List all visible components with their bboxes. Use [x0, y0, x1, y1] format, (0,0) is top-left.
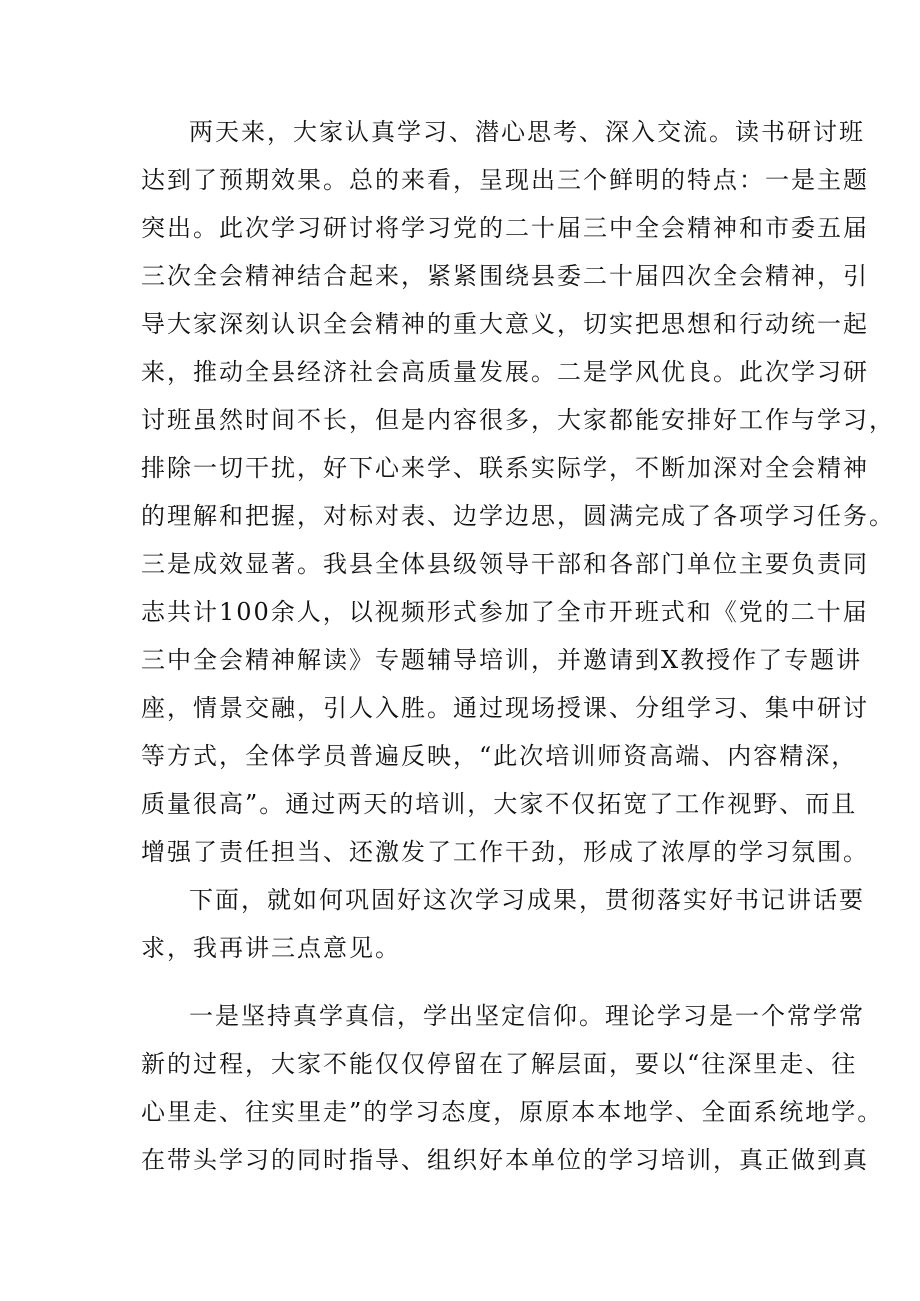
text-line: 志共计100余人，以视频形式参加了全市开班式和《党的二十届: [141, 598, 869, 626]
text-line: 心里走、往实里走”的学习态度，原原本本地学、全面系统地学。: [141, 1098, 884, 1126]
text-line: 三中全会精神解读》专题辅导培训，并邀请到X教授作了专题讲: [141, 646, 863, 674]
text-line: 导大家深刻认识全会精神的重大意义，切实把思想和行动统一起: [141, 310, 869, 338]
text-line: 座，情景交融，引人入胜。通过现场授课、分组学习、集中研讨: [141, 694, 869, 722]
document-body: [141, 108, 895, 1184]
text-line: 增强了责任担当、还激发了工作干劲，形成了浓厚的学习氛围。: [141, 838, 869, 866]
paragraph-study-summary: [141, 108, 895, 876]
text-line: 的理解和把握，对标对表、边学边思，圆满完成了各项学习任务。: [141, 502, 895, 530]
text-line: 在带头学习的同时指导、组织好本单位的学习培训，真正做到真: [141, 1146, 869, 1174]
paragraph-transition: [141, 876, 865, 972]
text-line: 新的过程，大家不能仅仅停留在了解层面，要以“往深里走、往: [141, 1050, 858, 1078]
text-line: 两天来，大家认真学习、潜心思考、深入交流。读书研讨班: [189, 118, 865, 146]
text-line: 等方式，全体学员普遍反映，“此次培训师资高端、内容精深，: [141, 742, 858, 770]
text-line: 突出。此次学习研讨将学习党的二十届三中全会精神和市委五届: [141, 214, 869, 242]
text-line: 三是成效显著。我县全体县级领导干部和各部门单位主要负责同: [141, 550, 869, 578]
text-line: 三次全会精神结合起来，紧紧围绕县委二十届四次全会精神，引: [141, 262, 869, 290]
text-line: 达到了预期效果。总的来看，呈现出三个鲜明的特点：一是主题: [141, 166, 869, 194]
text-line: 来，推动全县经济社会高质量发展。二是学风优良。此次学习研: [141, 358, 869, 386]
text-line: 下面，就如何巩固好这次学习成果，贯彻落实好书记讲话要: [189, 886, 865, 914]
paragraph-point-one: [141, 992, 884, 1184]
text-line: 求，我再讲三点意见。: [141, 934, 401, 962]
text-line: 质量很高”。通过两天的培训，大家不仅拓宽了工作视野、而且: [141, 790, 858, 818]
text-line: 排除一切干扰，好下心来学、联系实际学，不断加深对全会精神: [141, 454, 869, 482]
text-line: 一是坚持真学真信，学出坚定信仰。理论学习是一个常学常: [189, 1002, 865, 1030]
text-line: 讨班虽然时间不长，但是内容很多，大家都能安排好工作与学习，: [141, 406, 895, 434]
